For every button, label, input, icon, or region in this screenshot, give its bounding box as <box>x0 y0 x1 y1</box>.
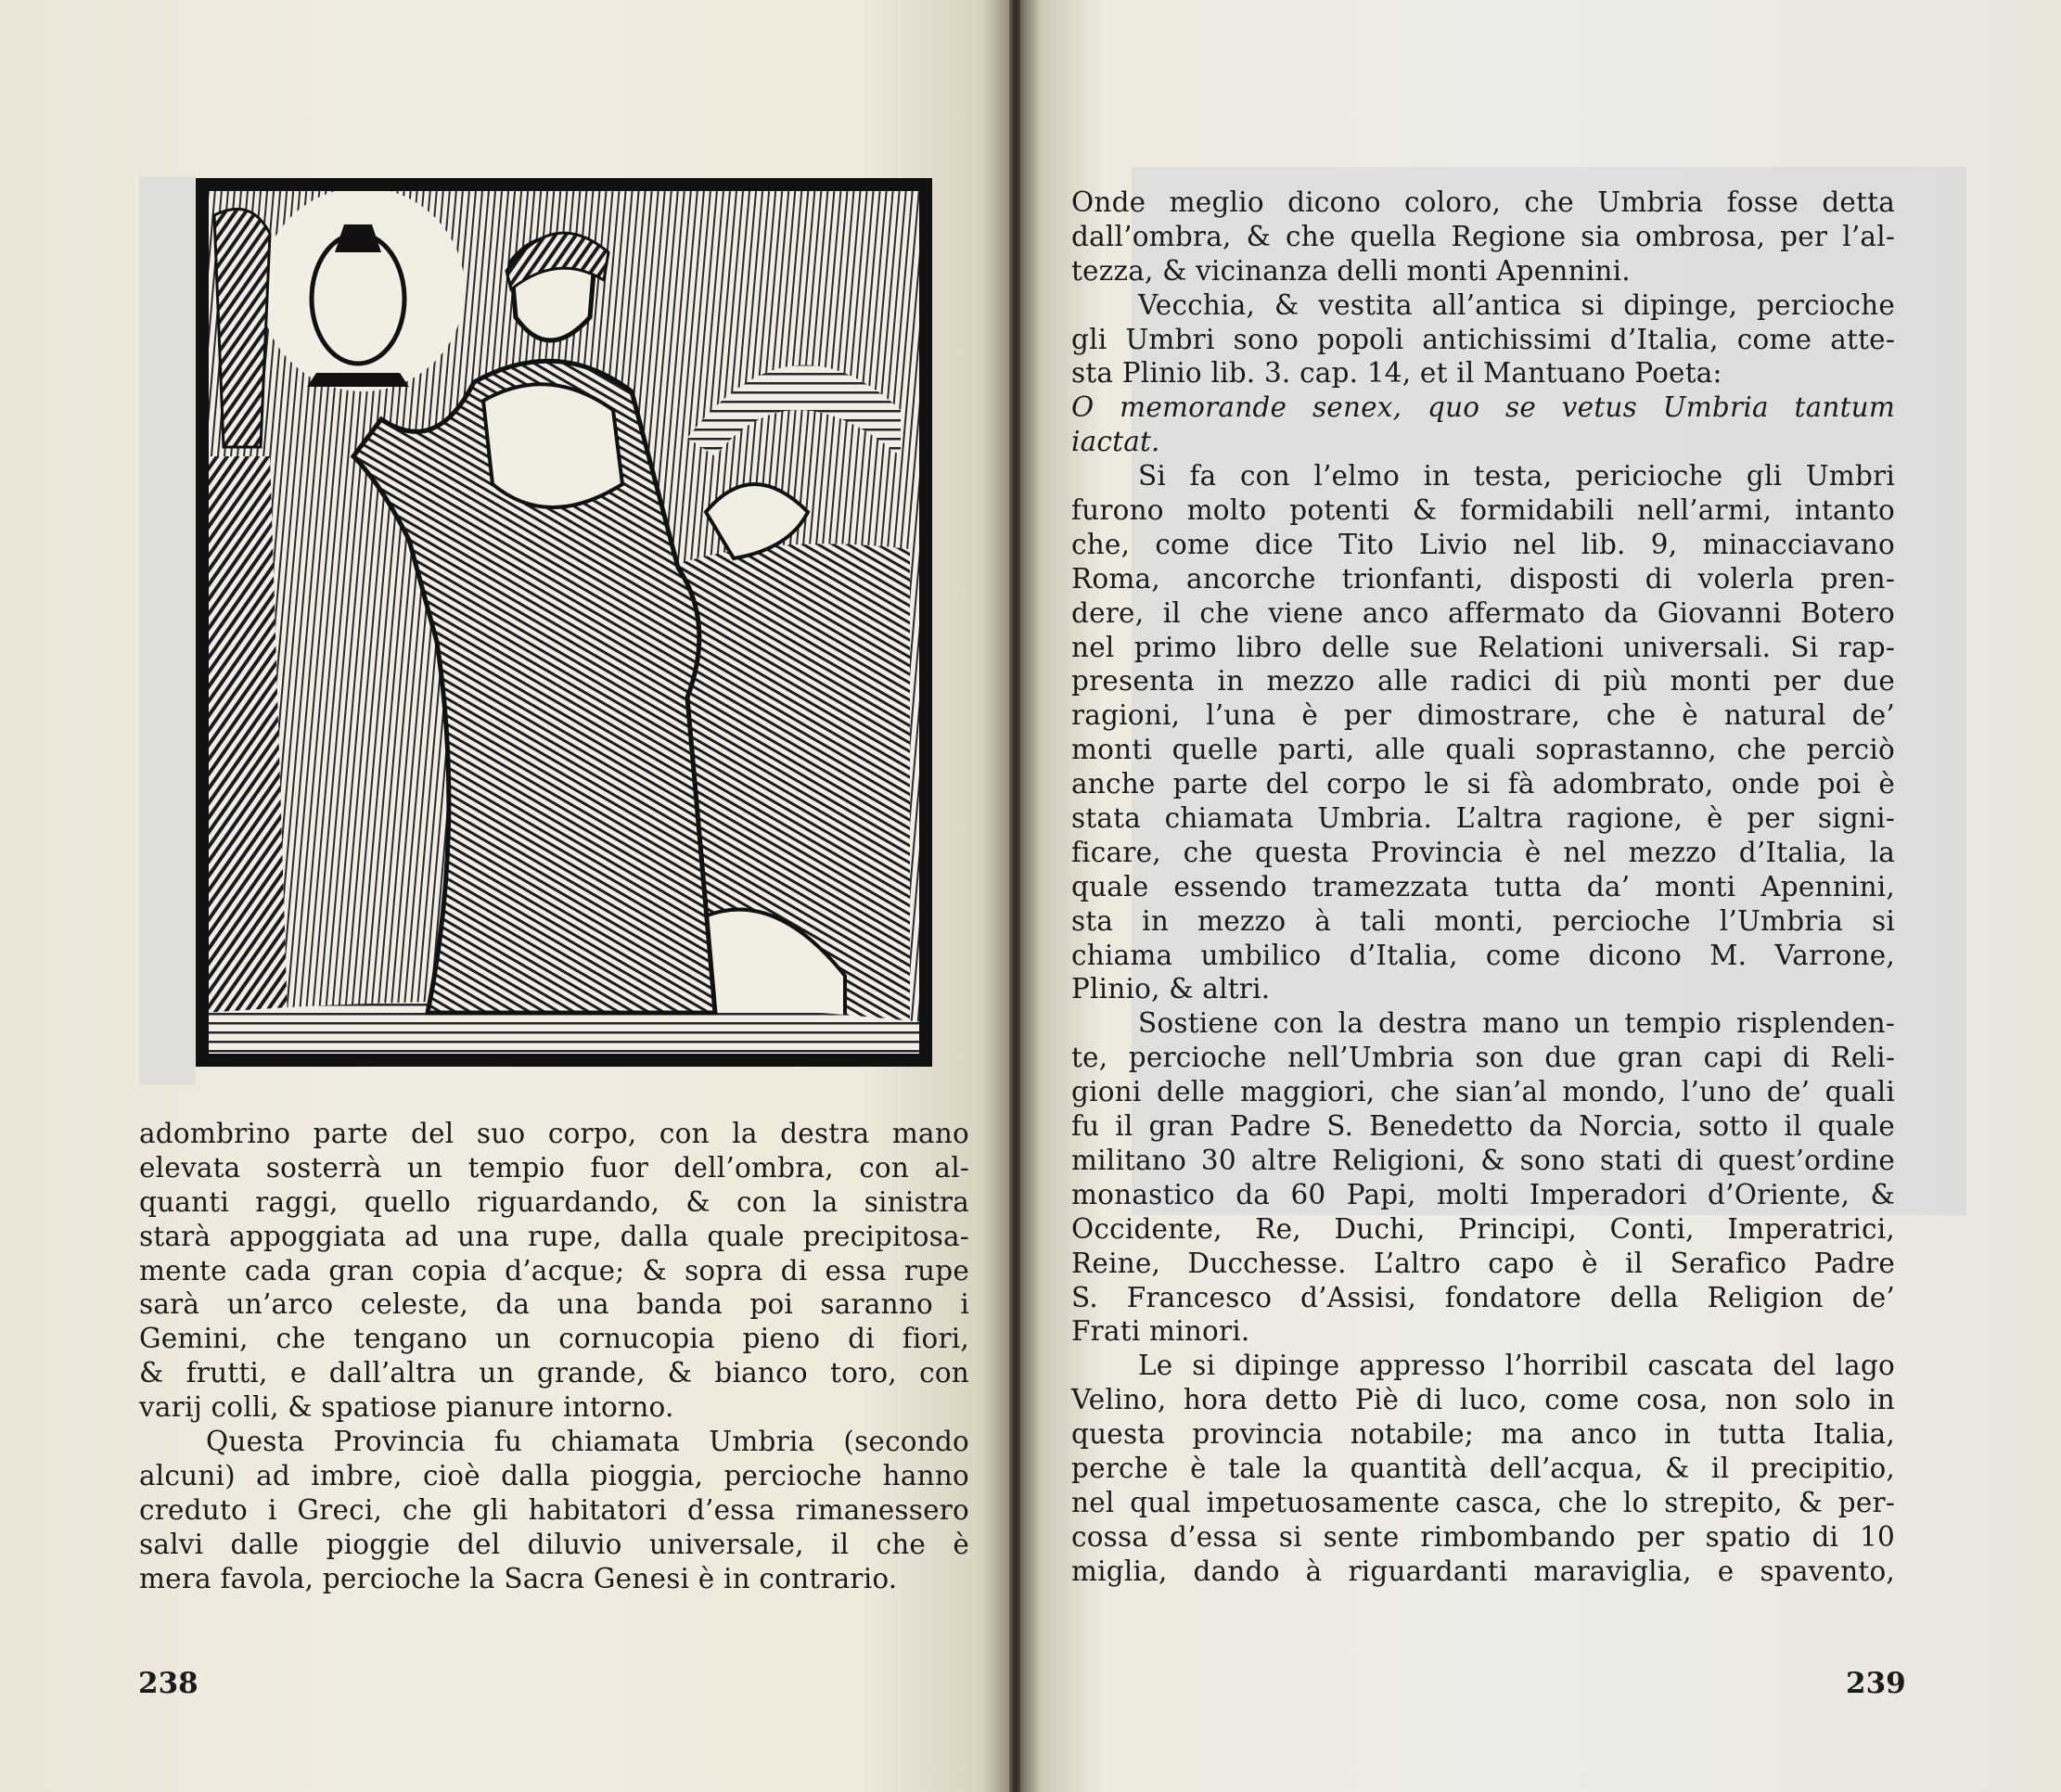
text-line: Sostiene con la destra mano un tempio risplenden- <box>1138 1007 1895 1040</box>
text-line: ficare, che questa Provincia è nel mezzo d’Italia, la <box>1071 836 1895 868</box>
text-line: cossa d’essa si sente rimbombando per spatio di 10 <box>1071 1520 1895 1553</box>
text-line: presenta in mezzo alle radici di più monti per due <box>1071 665 1895 698</box>
text-line: te, percioche nell’Umbria son due gran capi di Reli- <box>1071 1042 1895 1074</box>
text-line: Roma, ancorche trionfanti, disposti di volerla pren- <box>1071 562 1895 595</box>
text-line: quanti raggi, quello riguardando, & con la sinistra <box>139 1185 969 1218</box>
text-line: Si fa con l’elmo in testa, pericioche gli Umbri <box>1138 460 1895 493</box>
paragraph <box>1071 288 1895 391</box>
text-line: Occidente, Re, Duchi, Principi, Conti, Imperatrici, <box>1071 1212 1895 1245</box>
text-line: Frati minori. <box>1071 1315 1250 1348</box>
text-line: miglia, dando à riguardanti maraviglia, e spavento, <box>1071 1555 1895 1587</box>
text-line: Vecchia, & vestita all’antica si dipinge, percioche <box>1138 288 1895 321</box>
paragraph <box>1071 186 1895 288</box>
text-line: Onde meglio dicono coloro, che Umbria fosse detta <box>1071 186 1895 218</box>
paragraph <box>1071 1349 1895 1588</box>
text-line: ragioni, l’una è per dimostrare, che è natural de’ <box>1071 699 1895 732</box>
paragraph <box>1071 1006 1895 1349</box>
text-line: sarà un’arco celeste, da una banda poi saranno i <box>139 1288 969 1321</box>
text-line: varij colli, & spatiose pianure intorno. <box>139 1391 674 1424</box>
paragraph <box>139 1425 969 1595</box>
text-line: militano 30 altre Religioni, & sono stati di quest’ordine <box>1071 1144 1895 1176</box>
paragraph <box>139 1117 969 1425</box>
text-line: anche parte del corpo le si fà adombrato, onde poi è <box>1071 768 1895 800</box>
text-line: mera favola, percioche la Sacra Genesi è in contrario. <box>139 1562 898 1594</box>
text-line: gli Umbri sono popoli antichissimi d’Italia, come atte- <box>1071 323 1895 355</box>
text-line: stata chiamata Umbria. L’altra ragione, è per signi- <box>1071 802 1895 835</box>
text-line: Le si dipinge appresso l’horribil cascata del lago <box>1138 1350 1895 1382</box>
text-line: quale essendo tramezzata tutta da’ monti Apennini, <box>1071 870 1895 902</box>
text-line: elevata sosterrà un tempio fuor dell’ombra, con al- <box>139 1151 969 1184</box>
text-line: O memorande senex, quo se vetus Umbria tantum <box>1071 391 1895 424</box>
text-line: salvi dalle pioggie del diluvio universale, il che è <box>139 1528 969 1560</box>
left-page <box>0 0 1013 1792</box>
text-line: & frutti, e dall’altra un grande, & bianco toro, con <box>139 1357 969 1389</box>
text-line: nel primo libro delle sue Relationi universali. Si rap- <box>1071 631 1895 663</box>
right-page <box>1020 0 2061 1792</box>
page-number-left: 238 <box>138 1667 198 1700</box>
text-line: Gemini, che tengano un cornucopia pieno di fiori, <box>139 1323 969 1355</box>
text-line: gioni delle maggiori, che sian’al mondo, l’uno de’ quali <box>1071 1076 1895 1108</box>
text-line: fu il gran Padre S. Benedetto da Norcia, sotto il quale <box>1071 1110 1895 1143</box>
text-line: sta in mezzo à tali monti, percioche l’Umbria si <box>1071 904 1895 937</box>
paragraph <box>1071 459 1895 1006</box>
paragraph <box>1071 390 1895 459</box>
text-line: Velino, hora detto Piè di luco, come cosa, non solo in <box>1071 1384 1895 1416</box>
text-line: perche è tale la quantità dell’acqua, & il precipitio, <box>1071 1452 1895 1484</box>
text-line: S. Francesco d’Assisi, fondatore della Religion de’ <box>1071 1281 1895 1313</box>
text-line: che, come dice Tito Livio nel lib. 9, minacciavano <box>1071 528 1895 560</box>
text-line: chiama umbilico d’Italia, come dicono M. Varrone, <box>1071 939 1895 971</box>
text-line: creduto i Greci, che gli habitatori d’essa rimanessero <box>139 1493 969 1526</box>
text-line: tezza, & vicinanza delli monti Apennini. <box>1071 254 1631 287</box>
text-line: starà appoggiata ad una rupe, dalla quale precipitosa- <box>139 1220 969 1252</box>
right-page-text <box>1071 186 1895 1589</box>
text-line: alcuni) ad imbre, cioè dalla pioggia, percioche hanno <box>139 1459 969 1491</box>
text-line: questa provincia notabile; ma anco in tutta Italia, <box>1071 1418 1895 1451</box>
text-line: nel qual impetuosamente casca, che lo strepito, & per- <box>1071 1486 1895 1518</box>
woodcut-illustration <box>196 178 932 1067</box>
text-line: Questa Provincia fu chiamata Umbria (secondo <box>206 1426 969 1458</box>
text-line: Plinio, & altri. <box>1071 973 1271 1005</box>
text-line: Reine, Ducchesse. L’altro capo è il Serafico Padre <box>1071 1247 1895 1279</box>
text-line: sta Plinio lib. 3. cap. 14, et il Mantuano Poeta: <box>1071 357 1722 390</box>
text-line: dall’ombra, & che quella Regione sia ombrosa, per l’al- <box>1071 220 1895 252</box>
text-line: mente cada gran copia d’acque; & sopra di essa rupe <box>139 1254 969 1286</box>
left-page-text <box>139 1117 969 1595</box>
show-through-text <box>139 176 195 1085</box>
page-number-right: 239 <box>1846 1667 1906 1700</box>
text-line: furono molto potenti & formidabili nell’armi, intanto <box>1071 494 1895 527</box>
text-line: dere, il che viene anco affermato da Giovanni Botero <box>1071 596 1895 629</box>
text-line: monastico da 60 Papi, molti Imperadori d’Oriente, & <box>1071 1178 1895 1210</box>
text-line: adombrino parte del suo corpo, con la destra mano <box>139 1118 969 1149</box>
text-line: monti quelle parti, alle quali soprastanno, che perciò <box>1071 734 1895 766</box>
text-line: iactat. <box>1071 426 1160 458</box>
